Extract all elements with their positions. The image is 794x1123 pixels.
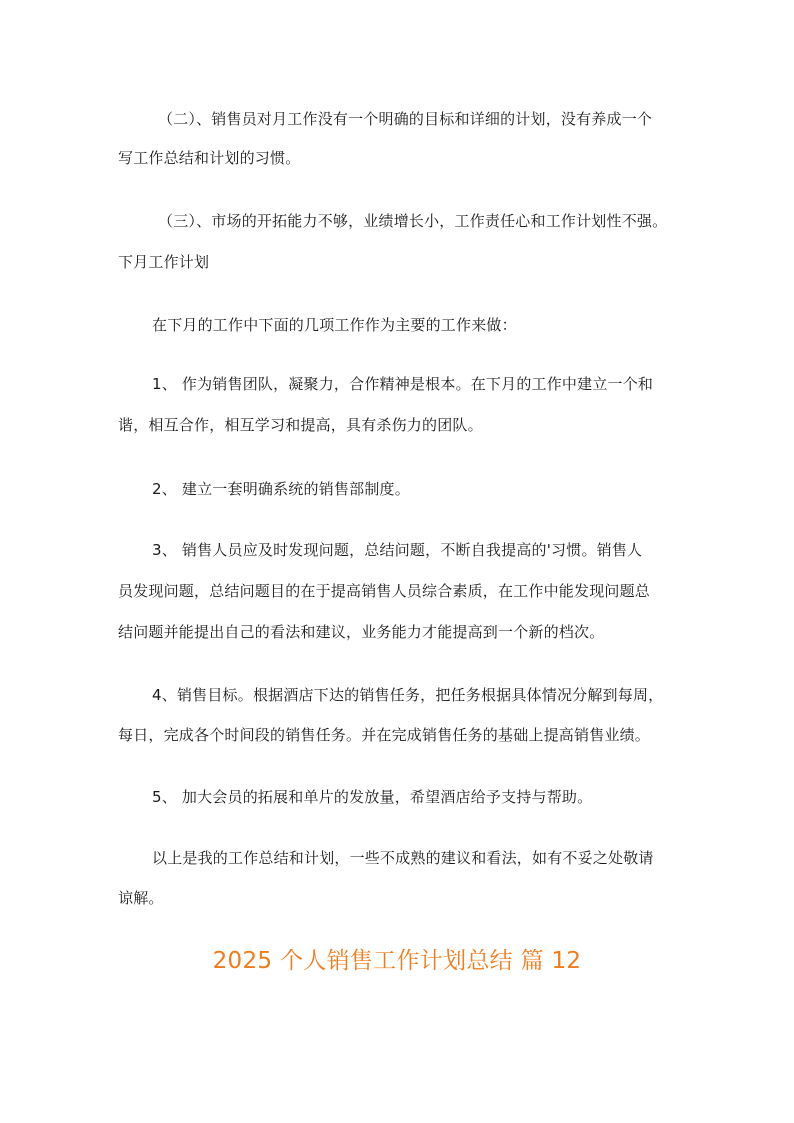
paragraph-1-line-2: 写工作总结和计划的习惯。 (118, 149, 301, 167)
paragraph-9-line-1: 以上是我的工作总结和计划，一些不成熟的建议和看法，如有不妥之处敬请 (152, 849, 654, 867)
paragraph-4-line-2: 谐，相互合作，相互学习和提高，具有杀伤力的团队。 (118, 416, 483, 434)
paragraph-2-line-1: （三）、市场的开拓能力不够，业绩增长小，工作责任心和工作计划性不强。 (158, 212, 668, 230)
paragraph-7-line-1: 4、销售目标。根据酒店下达的销售任务，把任务根据具体情况分解到每周， (152, 686, 664, 704)
paragraph-6-line-2: 员发现问题，总结问题目的在于提高销售人员综合素质，在工作中能发现问题总 (118, 582, 651, 600)
paragraph-6-line-1: 3、 销售人员应及时发现问题，总结问题，不断自我提高的'习惯。销售人 (152, 541, 643, 559)
paragraph-9-line-2: 谅解。 (118, 889, 164, 907)
paragraph-4-line-1: 1、 作为销售团队，凝聚力，合作精神是根本。在下月的工作中建立一个和 (152, 375, 654, 393)
paragraph-5-line-1: 2、 建立一套明确系统的销售部制度。 (152, 480, 410, 498)
paragraph-3-line-1: 在下月的工作中下面的几项工作作为主要的工作来做： (152, 316, 517, 334)
paragraph-6-line-3: 结问题并能提出自己的看法和建议，业务能力才能提高到一个新的档次。 (118, 623, 605, 641)
paragraph-8-line-1: 5、 加大会员的拓展和单片的发放量，希望酒店给予支持与帮助。 (152, 788, 593, 806)
section-heading: 2025 个人销售工作计划总结 篇 12 (212, 948, 582, 974)
paragraph-7-line-2: 每日，完成各个时间段的销售任务。并在完成销售任务的基础上提高销售业绩。 (118, 726, 651, 744)
paragraph-2-line-2: 下月工作计划 (118, 253, 210, 271)
paragraph-1-line-1: （二）、销售员对月工作没有一个明确的目标和详细的计划，没有养成一个 (158, 110, 653, 128)
